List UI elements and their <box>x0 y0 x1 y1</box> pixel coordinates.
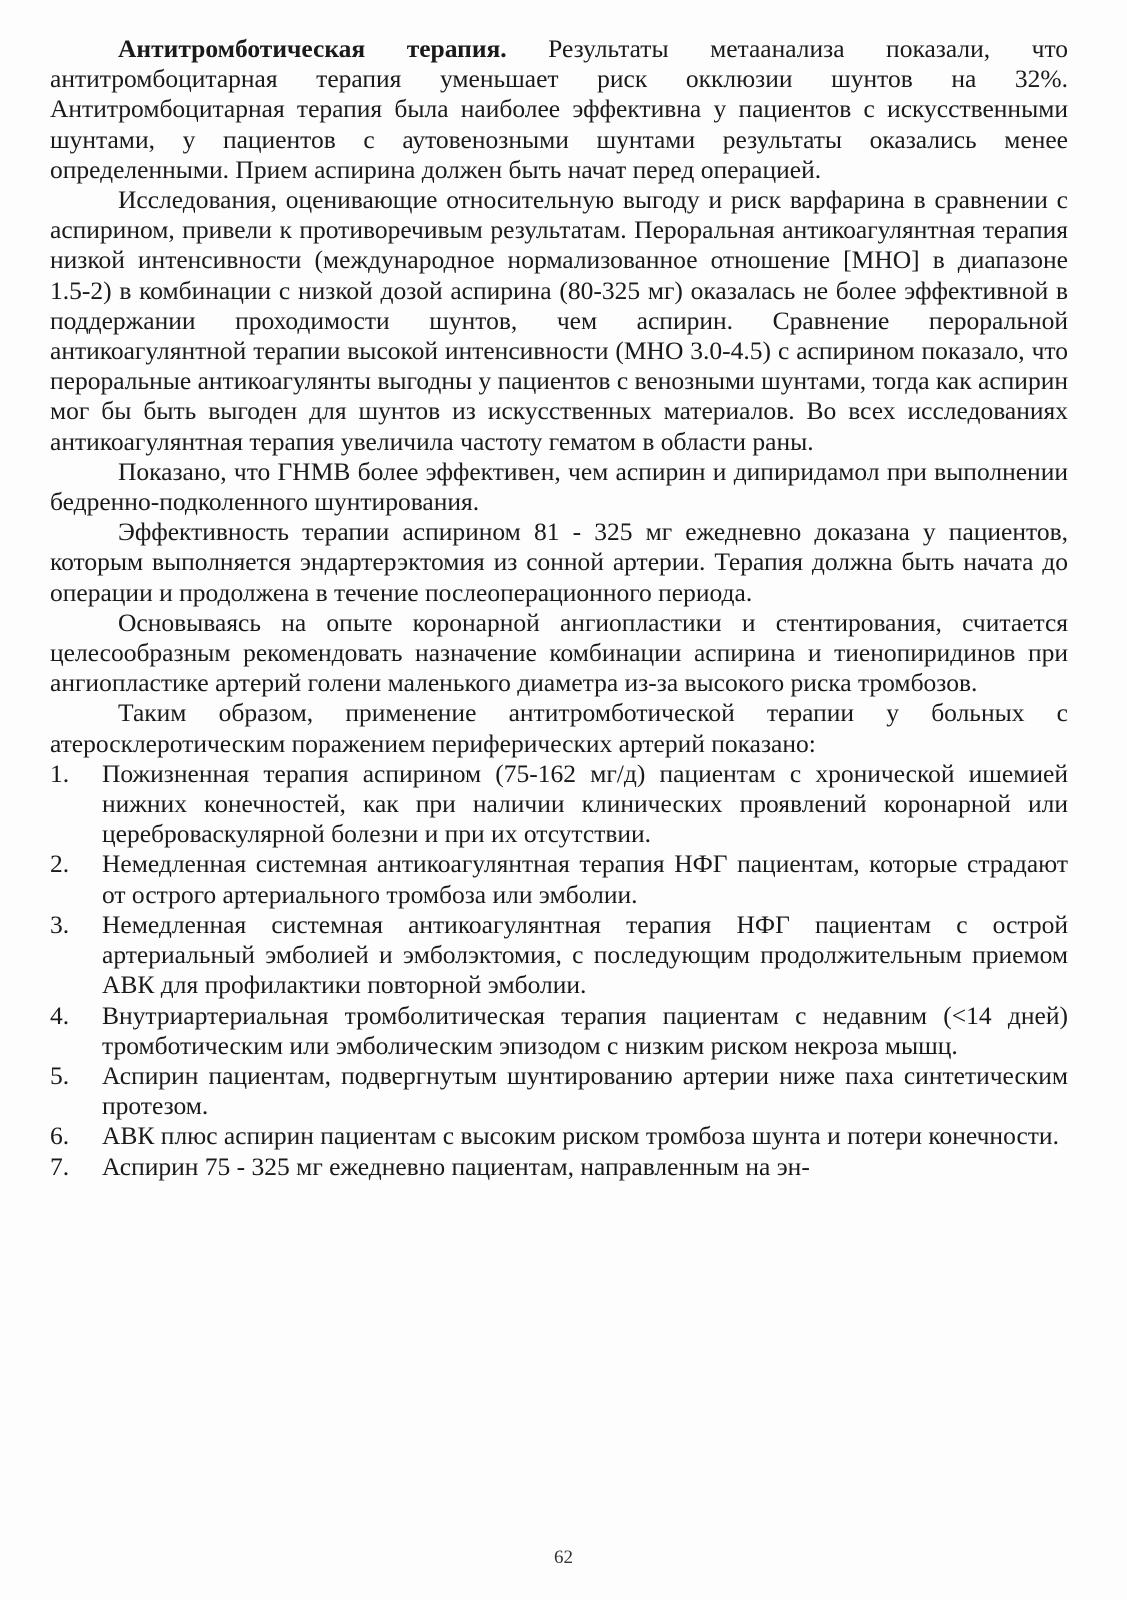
list-item-number: 4. <box>50 1000 70 1030</box>
paragraph-angioplasty: Основываясь на опыте коронарной ангиопластики и стентирования, считается целесообразным рекомендовать назначение комбинации аспирина и тиенопиридинов при ангиопластике артерий голени маленького диаметра из-за высокого риска тромбозов. <box>50 607 1068 698</box>
paragraph-carotid: Эффективность терапии аспирином 81 - 325 мг ежедневно доказана у пациентов, которым выполняется эндартерэктомия из сонной артерии. Терапия должна быть начата до операции и продолжена в течение послеоперационного периода. <box>50 517 1068 607</box>
list-item <box>50 1001 1068 1061</box>
paragraph-summary: Таким образом, применение антитромботической терапии у больных с атеросклеротическим поражением периферических артерий показано: <box>50 698 1068 758</box>
list-item <box>50 1061 1068 1121</box>
list-item-text: Аспирин 75 - 325 мг ежедневно пациентам, направленным на эн- <box>102 1151 810 1181</box>
list-item <box>50 910 1068 1001</box>
list-item-text: АВК плюс аспирин пациентам с высоким риском тромбоза шунта и потери конечности. <box>102 1121 1059 1151</box>
list-item-text: Аспирин пациентам, подвергнутым шунтированию артерии ниже паха синтетическим протезом. <box>102 1060 1068 1121</box>
page-number: 62 <box>554 1547 573 1568</box>
list-item-number: 7. <box>50 1151 70 1181</box>
list-item-text: Немедленная системная антикоагулянтная терапия НФГ пациентам с острой артериальный эмболией и эмболэктомия, с последующим продолжительным приемом АВК для профилактики повторной эмболии. <box>102 909 1068 1000</box>
list-item-text: Внутриартериальная тромболитическая терапия пациентам с недавним (<14 дней) тромботическим или эмболическим эпизодом с низким риском некроза мышц. <box>102 1000 1068 1060</box>
paragraph-lmwh: Показано, что ГНМВ более эффективен, чем аспирин и дипиридамол при выполнении бедренно-подколенного шунтирования. <box>50 456 1068 517</box>
list-item <box>50 1152 1068 1182</box>
list-item-number: 6. <box>50 1121 70 1151</box>
section-heading: Антитромботическая терапия. <box>118 34 507 63</box>
list-item-number: 1. <box>50 758 70 788</box>
intro-paragraph <box>50 34 1068 185</box>
paragraph-warfarin: Исследования, оценивающие относительную выгоду и риск варфарина в сравнении с аспирином, привели к противоречивым результатам. Пероральная антикоагулянтная терапия низкой интенсивности (международное нормализованное отношение [МНО] в диапазоне 1.5-2) в комбинации с низкой дозой аспирина (80-325 мг) оказалась не более эффективной в поддержании проходимости шунтов, чем аспирин. Сравнение пероральной антикоагулянтной терапии высокой интенсивности (МНО 3.0-4.5) с аспирином показало, что пероральные антикоагулянты выгодны у пациентов с венозными шунтами, тогда как аспирин мог бы быть выгоден для шунтов из искусственных материалов. Во всех исследованиях антикоагулянтная терапия увеличила частоту гематом в области раны. <box>50 185 1068 456</box>
list-item <box>50 849 1068 909</box>
indications-list <box>50 759 1068 1182</box>
intro-text: Результаты метаанализа показали, что антитромбоцитарная терапия уменьшает риск окклюзии шунтов на 32%. Антитромбоцитарная терапия была наиболее эффективна у пациентов с искусственными шунтами, у пациентов с аутовенозными шунтами результаты оказались менее определенными. Прием аспирина должен быть начат перед операцией. <box>50 34 1068 184</box>
list-item-text: Немедленная системная антикоагулянтная терапия НФГ пациентам, которые страдают от острого артериального тромбоза или эмболии. <box>102 849 1068 909</box>
list-item-number: 5. <box>50 1060 70 1090</box>
list-item-number: 2. <box>50 849 70 879</box>
list-item-number: 3. <box>50 909 70 939</box>
page-body <box>50 34 1068 1182</box>
list-item <box>50 1121 1068 1151</box>
list-item-text: Пожизненная терапия аспирином (75-162 мг/д) пациентам с хронической ишемией нижних конечностей, как при наличии клинических проявлений коронарной или цереброваскулярной болезни и при их отсутствии. <box>102 758 1068 849</box>
list-item <box>50 759 1068 850</box>
